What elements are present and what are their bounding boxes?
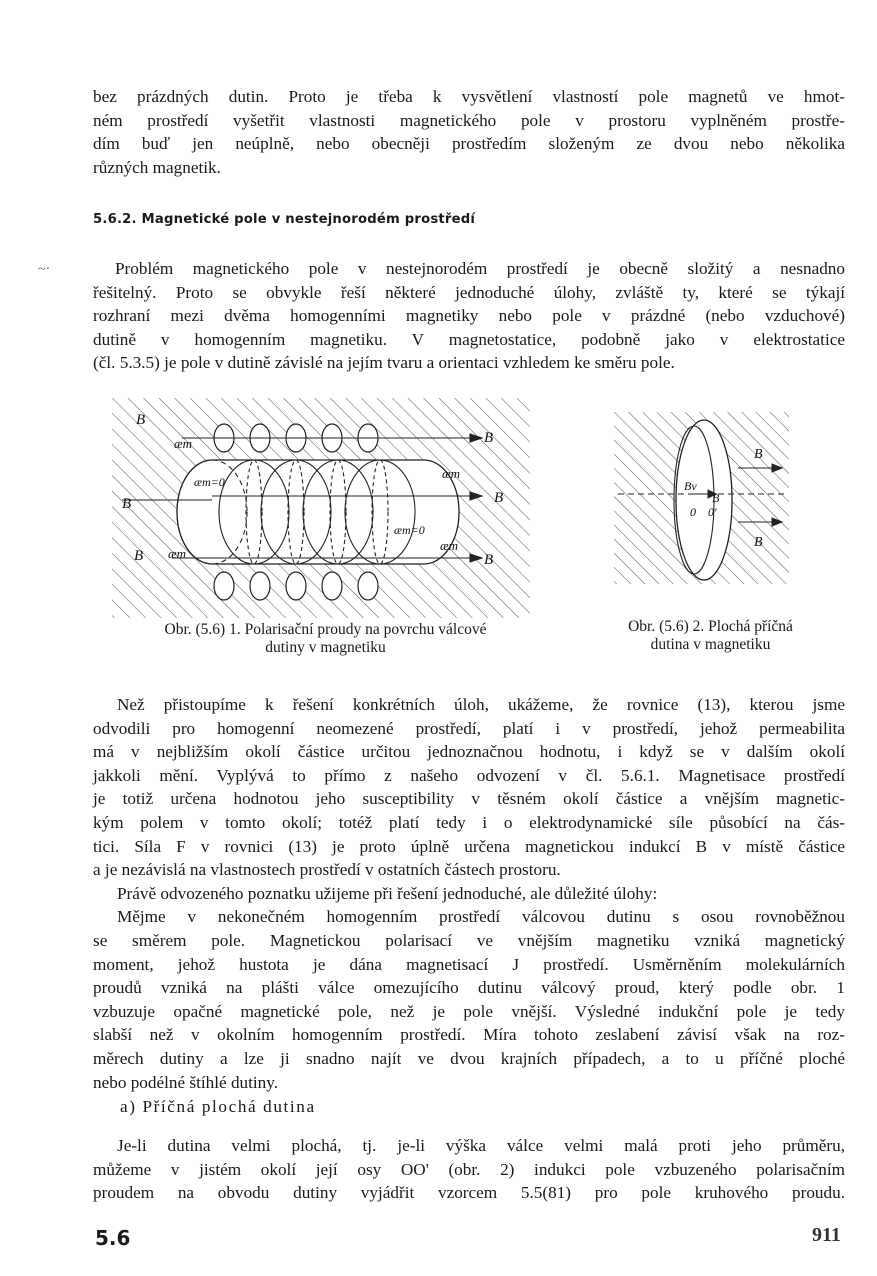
text-line: bez prázdných dutin. Proto je třeba k vysvětlení vlastností pole magnetů ve hmot- (93, 87, 845, 106)
text-line: se směrem pole. Magnetickou polarisací ve vnějším magnetiku vzniká magnetický (93, 930, 845, 950)
text-line: je totiž určena hodnotou jeho susceptibility v těsném okolí částice a vnějším magnetic- (93, 789, 845, 809)
caption-line: dutina v magnetiku (650, 636, 771, 653)
label-o-prime: 0' (708, 505, 717, 519)
page-number: 911 (812, 1224, 841, 1246)
body-paragraph-1 (93, 693, 845, 1094)
text-line: řešitelný. Proto se obvykle řeší některé jednoduché úlohy, zvláště ty, které se týkají (93, 282, 845, 302)
footer-section-number: 5.6 (95, 1226, 131, 1250)
label-b: B (484, 552, 494, 568)
text-line: Je-li dutina velmi plochá, tj. je-li výška válce velmi malá proti jeho průměru, (117, 1136, 845, 1155)
label-b: B (494, 490, 504, 506)
label-kappa: æm (168, 546, 187, 561)
label-b: B (134, 548, 144, 564)
text-line: moment, jehož hustota je dána magnetisací J prostředí. Usměrněním molekulárních (93, 954, 845, 974)
label-b: B (122, 496, 132, 512)
label-b: B (136, 412, 146, 428)
figure-1-caption (94, 621, 557, 657)
text-line: vzbuzuje opačné magnetické pole, než je pole vnější. Výsledné indukční pole je tedy (93, 1001, 845, 1021)
text-line: proudů vzniká na plášti válce omezujícího dutinu válcový proud, který podle obr. 1 (93, 978, 845, 998)
section-heading: 5.6.2. Magnetické pole v nestejnorodém prostředí (93, 212, 476, 227)
text-line: proudem na obvodu dutiny vyjádřit vzorcem 5.5(81) pro pole kruhového proudu. (93, 1183, 845, 1203)
text-line: Než přistoupíme k řešení konkrétních úloh, ukážeme, že rovnice (13), kterou jsme (117, 695, 845, 714)
text-line: Mějme v nekonečném homogenním prostředí válcovou dutinu s osou rovnoběžnou (117, 907, 845, 927)
text-line: nebo podélné štíhlé dutiny. (93, 1072, 279, 1092)
label-o: 0 (690, 505, 696, 519)
margin-mark: ~· (38, 262, 51, 277)
label-b: B (754, 447, 763, 462)
text-line: jakkoli mění. Vyplývá to přímo z našeho odvození v čl. 5.6.1. Magnetisace prostředí (93, 765, 845, 785)
label-kappa-zero: æm=0 (194, 475, 225, 489)
text-line: ném prostředí vyšetřit vlastnosti magnetického pole v prostoru vyplněném prostře- (93, 110, 845, 130)
caption-line: Obr. (5.6) 1. Polarisační proudy na povrchu válcové (164, 621, 487, 638)
text-line: slabší než v okolním homogenním prostředí. Míra tohoto zeslabení závisí však na roz- (93, 1025, 845, 1045)
label-b: B (754, 535, 763, 550)
cavity-outline (676, 420, 732, 580)
intro-paragraph (93, 85, 845, 179)
label-b: B (712, 491, 720, 505)
body-paragraph-4 (93, 1134, 845, 1205)
figure-1-cylindrical-cavity (112, 398, 530, 618)
label-kappa: æm (174, 436, 193, 451)
caption-line: Obr. (5.6) 2. Plochá příčná (628, 618, 793, 635)
text-line: Problém magnetického pole v nestejnorodém prostředí je obecně složitý a nesnadno (115, 259, 845, 278)
section-paragraph (93, 257, 845, 375)
label-kappa-zero: æm=0 (394, 523, 425, 537)
text-line: a je nezávislá na vlastnostech prostředí v ostatních částech prostoru. (93, 860, 561, 880)
figure-2-caption (588, 618, 833, 654)
text-line: můžeme v jistém okolí její osy OO' (obr. 2) indukci pole vzbuzeného polarisačním (93, 1159, 845, 1179)
text-line: dutině v homogenním magnetiku. V magnetostatice, podobně jako v elektrostatice (93, 329, 845, 349)
label-b: B (484, 430, 494, 446)
text-line: odvodili pro homogenní neomezené prostředí, platí i v prostředí, jehož permeabilita (93, 718, 845, 738)
text-line: kým polem v tomto okolí; totéž platí tedy i o elektrodynamické síle působící na čás- (93, 812, 845, 832)
caption-line: dutiny v magnetiku (265, 639, 386, 656)
label-kappa: æm (440, 538, 459, 553)
text-line: různých magnetik. (93, 157, 221, 177)
text-line: (čl. 5.3.5) je pole v dutině závislé na jejím tvaru a orientaci vzhledem ke směru pole. (93, 353, 675, 373)
subsection-heading: a) Příčná plochá dutina (120, 1097, 316, 1116)
text-line: rozhraní mezi dvěma homogenními magnetiky nebo pole v prázdné (nebo vzduchové) (93, 306, 845, 326)
label-bv: Bv (684, 479, 697, 493)
label-kappa: æm (442, 466, 461, 481)
text-line: Právě odvozeného poznatku užijeme při řešení jednoduché, ale důležité úlohy: (117, 883, 658, 903)
text-line: dím buď jen neúplně, nebo obecněji prostředím složeným ze dvou nebo několika (93, 134, 845, 154)
figure-2-flat-cavity (614, 412, 789, 584)
text-line: tici. Síla F v rovnici (13) je proto úplně určena magnetickou indukcí B v místě částice (93, 836, 845, 856)
text-line: měrech dutiny a lze ji snadno najít ve dvou krajních případech, a to u příčné ploché (93, 1048, 845, 1068)
text-line: má v nejbližším okolí částice určitou jednoznačnou hodnotu, i když se v dalším okolí (93, 742, 845, 762)
